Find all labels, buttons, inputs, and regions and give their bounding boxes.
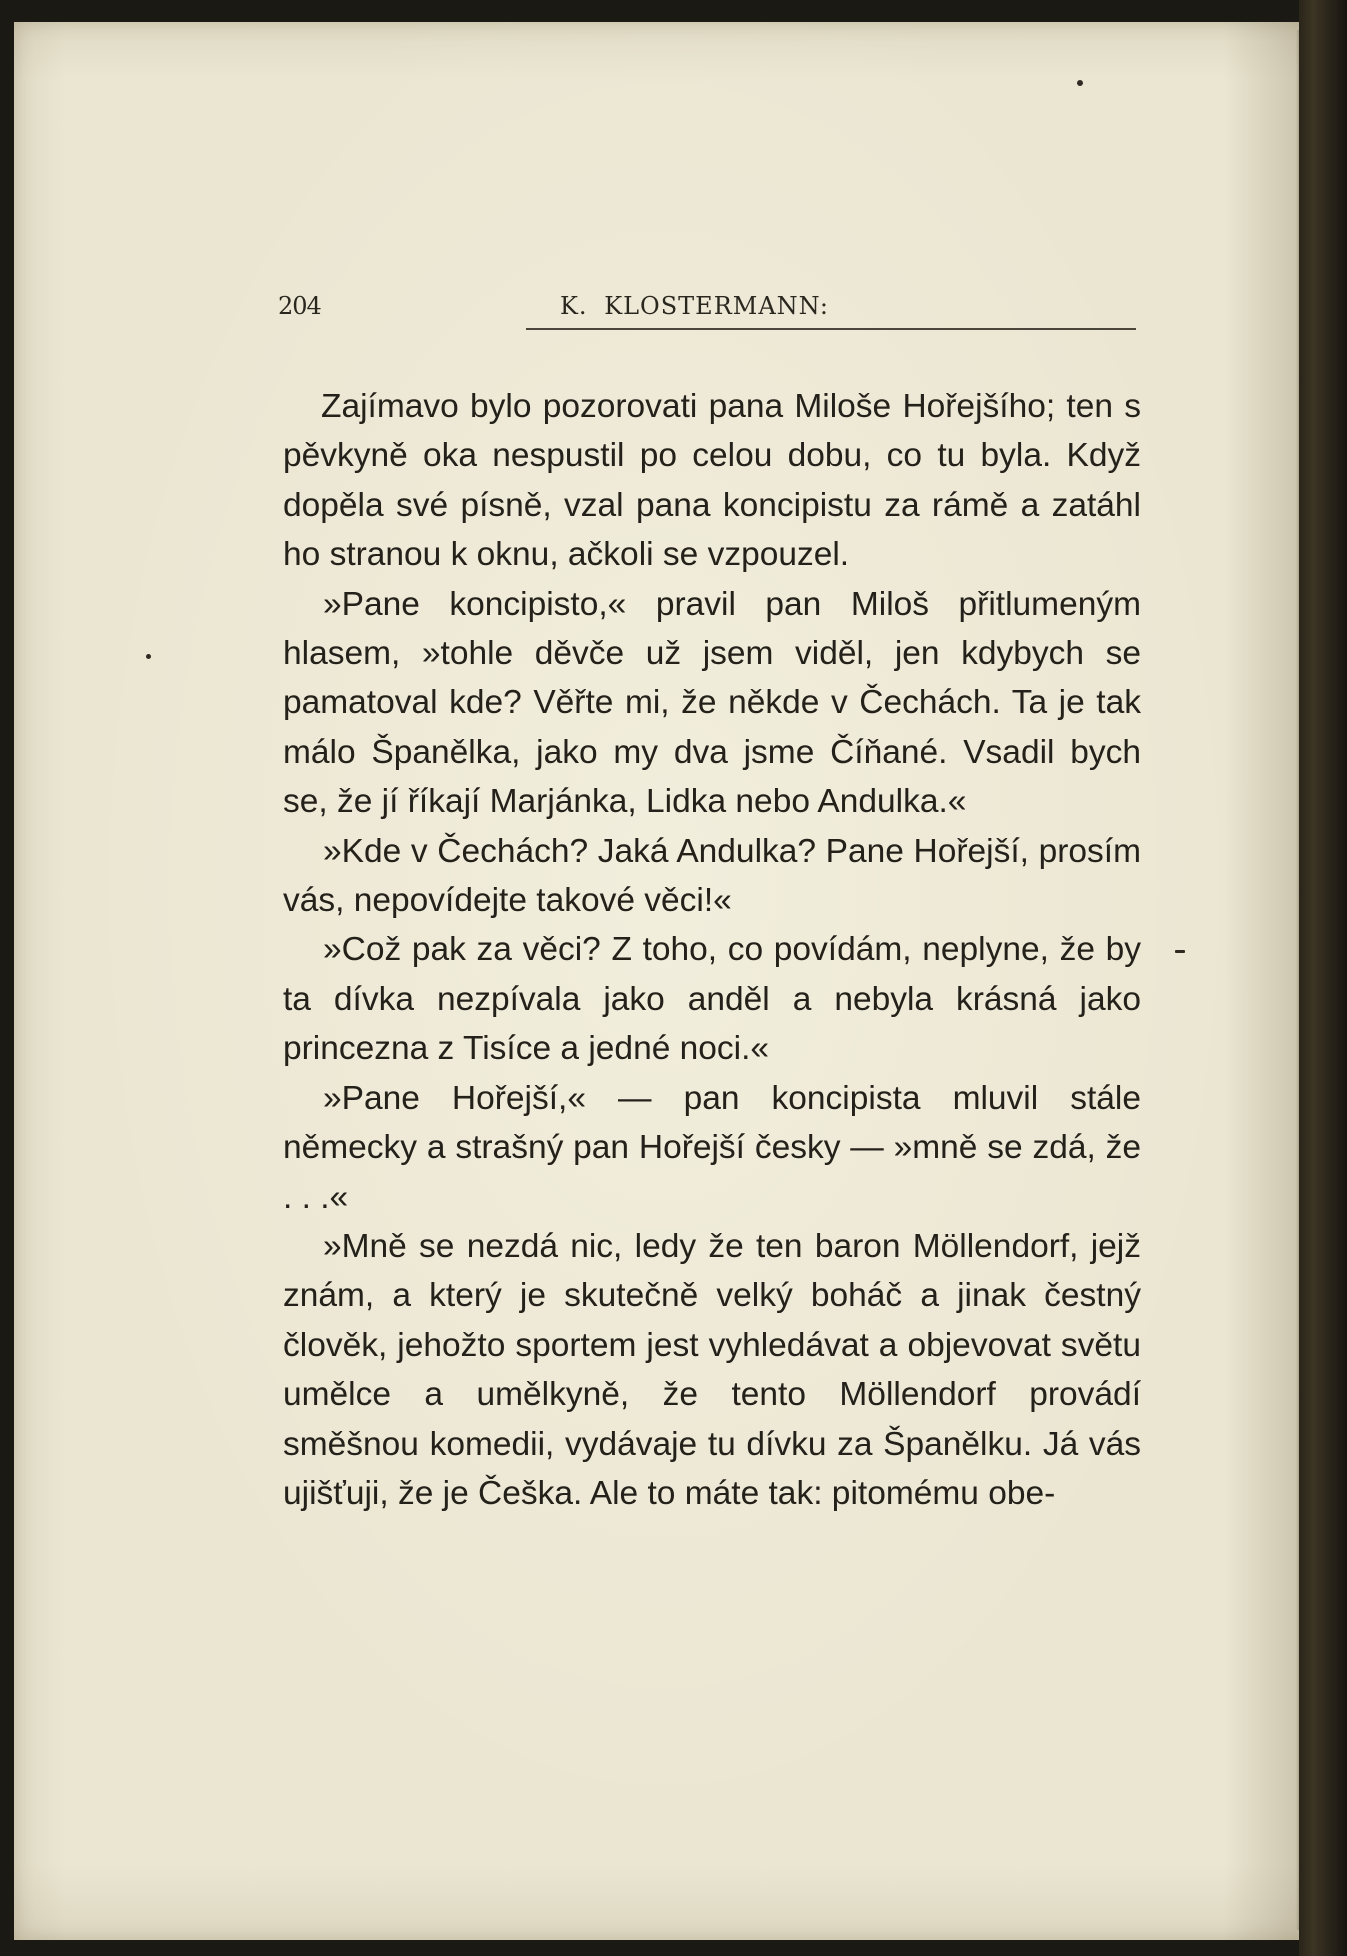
ink-speck <box>1175 950 1185 953</box>
paragraph: »Pane koncipisto,« pravil pan Miloš přitlumeným hlasem, »tohle děvče už jsem viděl, jen kdybych se pamatoval kde? Věřte mi, že někde v Čechách. Ta je tak málo Španělka, jako my dva jsme Číňané. Vsadil bych se, že jí říkají Marjánka, Lidka nebo Andulka.« <box>283 585 1141 821</box>
paragraph: »Kde v Čechách? Jaká Andulka? Pane Hořejší, prosím vás, nepovídejte takové věci!« <box>283 832 1141 920</box>
running-head <box>278 292 1138 326</box>
paragraph: Zajímavo bylo pozorovati pana Miloše Hořejšího; ten s pěvkyně oka nespustil po celou dobu, co tu byla. Když dopěla své písně, vzal pana koncipistu za rámě a zatáhl ho stranou k oknu, ačkoli se vzpouzel. <box>283 388 1141 574</box>
ink-speck <box>1077 80 1083 86</box>
page-number: 204 <box>278 292 321 320</box>
header-rule <box>526 328 1136 330</box>
ink-speck <box>146 654 151 659</box>
paragraph: »Což pak za věci? Z toho, co povídám, neplyne, že by ta dívka nezpívala jako anděl a nebyla krásná jako princezna z Tisíce a jedné noci.« <box>283 931 1141 1068</box>
paragraph: »Mně se nezdá nic, ledy že ten baron Möllendorf, jejž znám, a který je skutečně velký boháč a jinak čestný člověk, jehožto sportem jest vyhledávat a objevovat světu umělce a umělkyně, že tento Möllendorf provádí směšnou komedii, vydávaje tu dívku za Španělku. Já vás ujišťuji, že je Češka. Ale to máte tak: pitomému obe- <box>283 1227 1141 1512</box>
paragraph: »Pane Hořejší,« — pan koncipista mluvil stále německy a strašný pan Hořejší česky — »mně se zdá, že . . .« <box>283 1079 1141 1216</box>
running-head-author: K. KLOSTERMANN: <box>560 292 829 320</box>
book-gutter <box>1299 0 1347 1956</box>
body-text <box>283 382 1141 1518</box>
